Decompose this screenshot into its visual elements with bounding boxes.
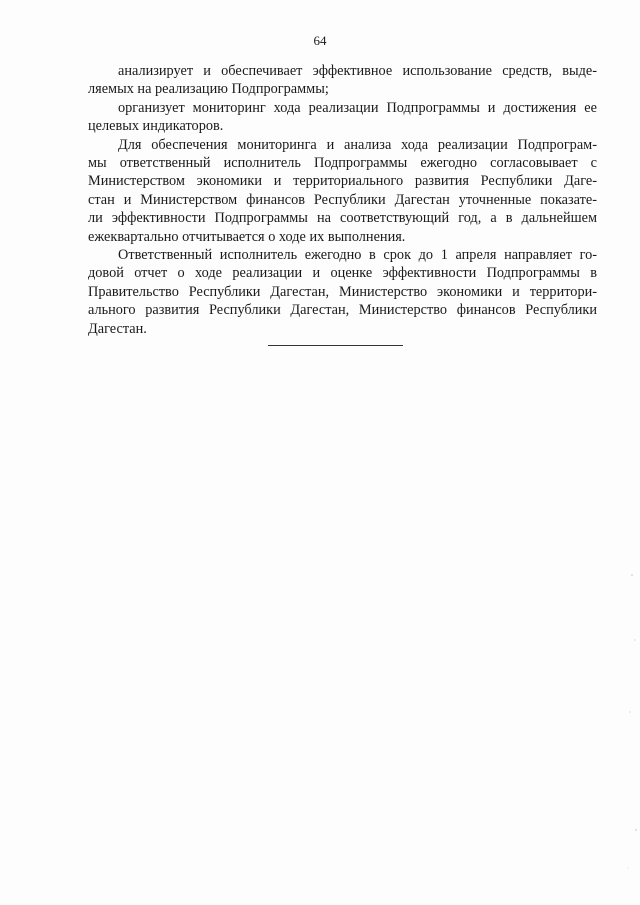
paragraph-4 [88, 246, 597, 338]
paragraph-3 [88, 136, 597, 246]
text-line: Правительство Республики Дагестан, Министерство экономики и территори- [88, 283, 597, 300]
text-line: организует мониторинг хода реализации Подпрограммы и достижения ее [118, 99, 597, 116]
paragraph-2 [88, 99, 597, 136]
text-line: целевых индикаторов. [88, 118, 224, 135]
text-line: Для обеспечения мониторинга и анализа хода реализации Подпрограм- [118, 136, 597, 153]
text-line: анализирует и обеспечивает эффективное использование средств, выде- [118, 63, 597, 79]
scan-noise-decoration [610, 0, 640, 905]
page-number: 64 [313, 33, 327, 48]
document-body [88, 62, 597, 338]
text-line: стан и Министерством финансов Республики Дагестан уточненные показате- [88, 191, 597, 208]
separator-line [268, 345, 403, 346]
text-line: Дагестан. [88, 320, 147, 337]
text-line: ляемых на реализацию Подпрограммы; [88, 81, 329, 98]
paragraph-1 [88, 62, 597, 99]
text-line: мы ответственный исполнитель Подпрограммы ежегодно согласовывает с [88, 155, 597, 172]
text-line: Ответственный исполнитель ежегодно в срок до 1 апреля направляет го- [118, 247, 597, 264]
text-line: довой отчет о ходе реализации и оценке эффективности Подпрограммы в [88, 265, 597, 282]
text-line: Министерством экономики и территориального развития Республики Даге- [88, 173, 597, 190]
text-line: ежеквартально отчитывается о ходе их выполнения. [88, 228, 406, 245]
text-line: ли эффективности Подпрограммы на соответствующий год, а в дальнейшем [88, 210, 597, 227]
text-line: ального развития Республики Дагестан, Министерство финансов Республики [88, 302, 597, 319]
